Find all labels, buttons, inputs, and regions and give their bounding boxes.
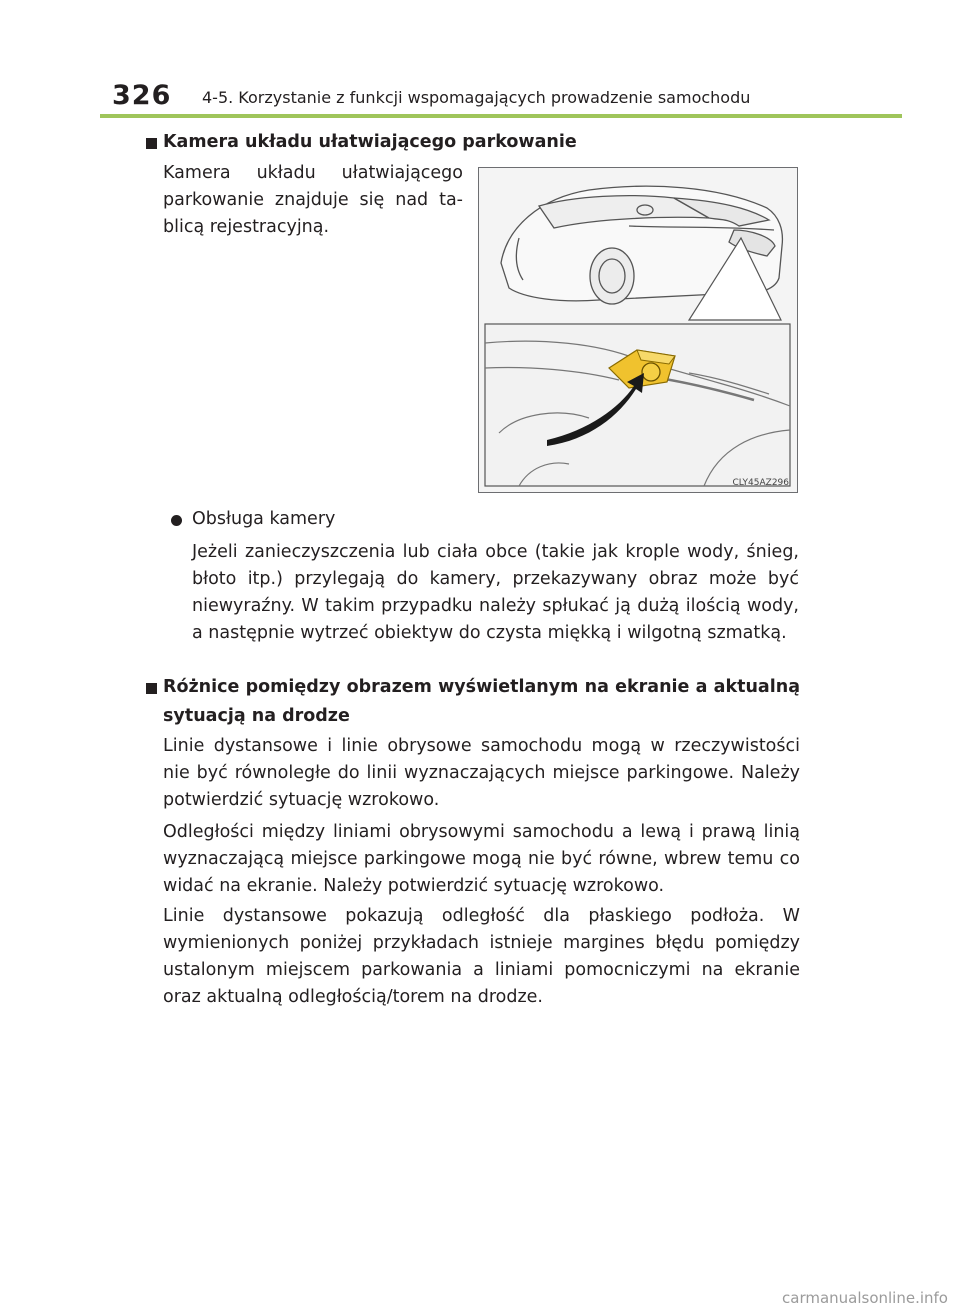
differences-paragraph-2: Odległości między liniami obrysowymi samochodu a lewą i prawą linią wyznaczającą miejsce parkingowe mogą nie być równe, wbrew temu co widać na ekranie. Należy potwierdzić sytuację wzrokowo. [163, 822, 800, 896]
round-bullet-icon [171, 515, 182, 526]
section-heading-differences: Różnice pomiędzy obrazem wyświetlanym na ekranie a aktualną sytuacją na drodze [163, 677, 800, 726]
camera-intro-text [163, 160, 463, 241]
square-bullet-icon [146, 683, 157, 694]
figure-code: CLY45AZ296 [732, 478, 789, 488]
header-rule [100, 114, 902, 118]
page-header [0, 0, 960, 120]
car-rear-camera-illustration [479, 168, 796, 491]
bullet-title-camera-care: Obsługa kamery [192, 509, 336, 529]
page-number: 326 [112, 80, 172, 111]
differences-paragraph-3: Linie dystansowe pokazują odległość dla płaskiego podłoża. W wymienionych poniżej przykładach istnieje margines błędu pomiędzy ustalonym miejscem parkowania a liniami pomocniczymi na ekranie oraz aktualną odległością/torem na drodze. [163, 906, 800, 1007]
square-bullet-icon [146, 138, 157, 149]
camera-care-text: Jeżeli zanieczyszczenia lub ciała obce (takie jak krople wody, śnieg, błoto itp.) przylegają do kamery, przekazywany obraz może być niewyraźny. W takim przypadku należy spłukać ją dużą ilością wody, a następnie wytrzeć obiektyw do czysta miękką i wilgotną szmatką. [192, 542, 799, 643]
differences-paragraph-1: Linie dystansowe i linie obrysowe samochodu mogą w rzeczywistości nie być równoległe do linii wyznaczających miejsce parkingowe. Należy potwierdzić sytuację wzrokowo. [163, 736, 800, 810]
section-heading-camera: Kamera układu ułatwiającego parkowanie [163, 132, 577, 152]
intro-line: blicą rejestracyjną. [163, 217, 330, 237]
chapter-title: 4-5. Korzystanie z funkcji wspomagających prowadzenie samochodu [202, 88, 751, 107]
footer-watermark: carmanualsonline.info [782, 1289, 948, 1307]
intro-line: Kamera układu ułatwiającego [163, 163, 463, 183]
camera-location-figure [478, 167, 798, 493]
intro-line: parkowanie znajduje się nad ta- [163, 190, 463, 210]
